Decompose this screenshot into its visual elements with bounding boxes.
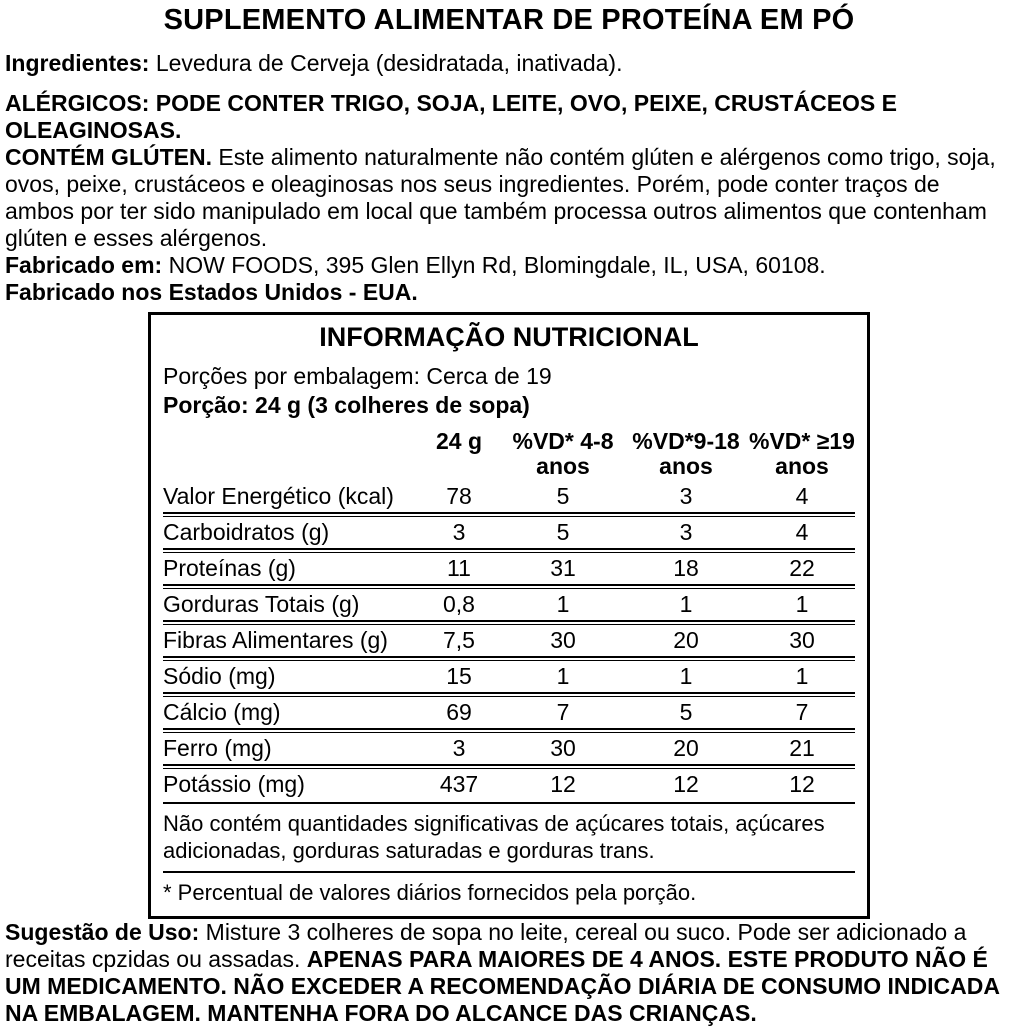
header-vd-9-18-top: %VD*9-18 (632, 428, 740, 454)
usage-warning: APENAS PARA MAIORES DE 4 ANOS. ESTE PRODUTO NÃO É UM MEDICAMENTO. NÃO EXCEDER A RECOMENDAÇÃO DIÁRIA DE CONSUMO INDICADA NA EMBALAGEM. MANTENHA FORA DO ALCANCE DAS CRIANÇAS. (5, 946, 1000, 1026)
table-row-fiber (163, 625, 855, 656)
row-value: 4 (795, 519, 809, 545)
row-value: 22 (789, 555, 815, 581)
row-value: 30 (789, 627, 815, 653)
row-value: 5 (556, 483, 570, 509)
row-value: 3 (679, 519, 693, 545)
allergens-line: ALÉRGICOS: PODE CONTER TRIGO, SOJA, LEITE, OVO, PEIXE, CRUSTÁCEOS E OLEAGINOSAS. (5, 90, 898, 143)
ingredients-text: Levedura de Cerveja (desidratada, inativada). (155, 50, 623, 76)
row-value: 1 (679, 591, 693, 617)
nutrition-panel-title: INFORMAÇÃO NUTRICIONAL (319, 322, 699, 352)
servings-per-package: Porções por embalagem: Cerca de 19 (163, 363, 552, 389)
manufacturer-line (5, 252, 1013, 279)
table-bottom-rule (163, 802, 855, 804)
daily-values-footnote: * Percentual de valores diários fornecidos pela porção. (163, 880, 697, 905)
row-value: 3 (452, 735, 466, 761)
table-row-energy (163, 481, 855, 512)
origin-line: Fabricado nos Estados Unidos - EUA. (5, 279, 418, 305)
row-value: 1 (795, 591, 809, 617)
row-label: Gorduras Totais (g) (163, 591, 360, 617)
row-label: Valor Energético (kcal) (163, 483, 394, 509)
manufacturer-text: NOW FOODS, 395 Glen Ellyn Rd, Blomingdale, IL, USA, 60108. (168, 252, 826, 278)
header-vd-19plus-top: %VD* ≥19 (749, 428, 855, 454)
table-row-iron (163, 733, 855, 764)
table-row-sodium (163, 661, 855, 692)
row-value: 1 (556, 663, 570, 689)
header-vd-4-8-bottom: anos (536, 453, 590, 479)
row-value: 0,8 (443, 591, 475, 617)
row-label: Ferro (mg) (163, 735, 272, 761)
gluten-line (5, 144, 1013, 252)
row-value: 7 (795, 699, 809, 725)
header-vd-4-8-top: %VD* 4-8 (512, 428, 614, 454)
row-value: 20 (673, 735, 699, 761)
row-label: Cálcio (mg) (163, 699, 281, 725)
ingredients-label: Ingredientes: (5, 50, 150, 76)
ingredients-line (5, 50, 1013, 77)
row-value: 3 (679, 483, 693, 509)
usage-label: Sugestão de Uso: (5, 919, 200, 945)
footnote-rule (163, 871, 855, 873)
row-value: 4 (795, 483, 809, 509)
header-vd-9-18-bottom: anos (659, 453, 713, 479)
row-value: 5 (679, 699, 693, 725)
row-label: Sódio (mg) (163, 663, 276, 689)
row-value: 11 (447, 555, 471, 581)
row-value: 7 (556, 699, 570, 725)
usage-text: Misture 3 colheres de sopa no leite, cereal ou suco. Pode ser adicionado a receitas cpzidas ou assadas. (5, 919, 967, 972)
table-row-carbs (163, 517, 855, 548)
no-significant-amounts-note: Não contém quantidades significativas de açúcares totais, açúcares adicionadas, gorduras saturadas e gorduras trans. (163, 811, 825, 863)
row-value: 18 (673, 555, 699, 581)
row-label: Potássio (mg) (163, 771, 305, 797)
row-value: 15 (446, 663, 472, 689)
row-value: 30 (550, 735, 576, 761)
row-value: 1 (679, 663, 693, 689)
row-value: 12 (550, 771, 576, 797)
usage-paragraph (5, 919, 1013, 1027)
serving-size: Porção: 24 g (3 colheres de sopa) (163, 392, 530, 418)
row-label: Carboidratos (g) (163, 519, 330, 545)
row-value: 3 (452, 519, 466, 545)
row-value: 69 (446, 699, 472, 725)
row-value: 1 (795, 663, 809, 689)
table-row-protein (163, 553, 855, 584)
header-vd-4-8 (503, 429, 623, 479)
table-header-row (163, 429, 855, 479)
gluten-text: Este alimento naturalmente não contém glúten e alérgenos como trigo, soja, ovos, peixe, crustáceos e oleaginosas nos seus ingredientes. Porém, pode conter traços de ambos por ter sido manipulado em local que também processa outros alimentos que contenham glúten e esses alérgenos. (5, 144, 996, 251)
header-vd-19plus-bottom: anos (775, 453, 829, 479)
row-value: 7,5 (443, 627, 475, 653)
row-value: 5 (556, 519, 570, 545)
row-value: 31 (550, 555, 576, 581)
row-value: 12 (673, 771, 699, 797)
row-value: 437 (439, 771, 479, 797)
row-value: 1 (556, 591, 570, 617)
nutrition-panel (148, 312, 870, 919)
page-title: SUPLEMENTO ALIMENTAR DE PROTEÍNA EM PÓ (163, 4, 855, 36)
header-vd-19plus (749, 429, 855, 479)
table-row-total-fat (163, 589, 855, 620)
manufacturer-label: Fabricado em: (5, 252, 163, 278)
table-row-calcium (163, 697, 855, 728)
row-value: 12 (789, 771, 815, 797)
row-label: Proteínas (g) (163, 555, 296, 581)
row-label: Fibras Alimentares (g) (163, 627, 388, 653)
row-value: 30 (550, 627, 576, 653)
header-vd-9-18 (623, 429, 749, 479)
row-value: 21 (789, 735, 815, 761)
header-amount: 24 g (435, 428, 483, 454)
table-row-potassium (163, 769, 855, 800)
row-value: 20 (673, 627, 699, 653)
row-value: 78 (446, 483, 472, 509)
gluten-label: CONTÉM GLÚTEN. (5, 144, 212, 170)
